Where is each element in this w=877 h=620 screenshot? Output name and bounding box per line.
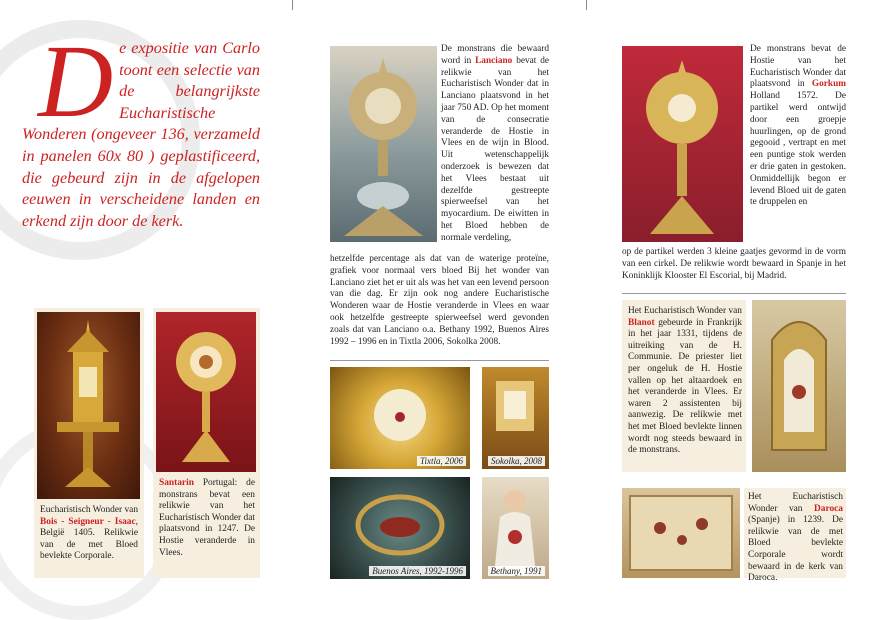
reliquary-icon [752, 300, 846, 472]
santarin-caption-post: Portugal: de monstrans bevat een relikwie van het Eucharistisch Wonder dat plaatsvond in 1247. De Hostie veranderde in Vlees. [159, 478, 255, 558]
corporal-icon [622, 488, 740, 578]
bois-caption [40, 505, 138, 563]
buenos-aires-caption: Buenos Aires, 1992-1996 [369, 566, 466, 576]
tixtla-caption: Tixtla, 2006 [417, 456, 466, 466]
blanot-caption-post: gebeurde in Frankrijk in het jaar 1331, tijdens de uitreiking van de H. Communie. De priester liet per ongeluk de H. Hostie vallen op het altaardoek en het veranderde in Vlees. Er waren 2 assistenten bij aanwezig. De relikwie met het met Bloed bevlekte linnen wordt nog steeds bewaard in de monstrans. [628, 317, 742, 456]
chalice-icon [330, 477, 470, 579]
monstrance-icon [156, 312, 256, 472]
santarin-caption [159, 478, 255, 559]
bethany-photo [482, 477, 549, 579]
daroca-caption-pre: Het Eucharistisch Wonder van [748, 492, 843, 514]
monstrance-icon [37, 312, 140, 499]
daroca-caption [748, 492, 843, 585]
bethany-caption: Bethany, 1991 [488, 566, 546, 576]
gutter-mark-left [292, 0, 293, 10]
gorkum-text-pre: De monstrans bevat de Hostie van het Eucharistisch Wonder dat plaatsvond in [750, 44, 846, 90]
gorkum-text-continued: op de partikel werden 3 kleine gaatjes gevormd in de vorm van een cirkel. De relikwie wordt bewaard in Spanje in het Koninklijk Klooster El Escorial, bij Madrid. [622, 247, 846, 281]
intro-text: e expositie van Carlo toont een selectie van de belangrijkste Eucharistische Wonderen (ongeveer 136, verzameld in panelen 60x 80 ) geplastificeerd, die gebeurd zijn in de afgelopen eeuwen in verscheidene landen en erkend zijn door de kerk. [22, 39, 260, 230]
gutter-mark-right [586, 0, 587, 10]
daroca-place: Daroca [814, 503, 843, 514]
intro-dropcap: D [38, 24, 114, 139]
monstrance-icon [622, 46, 743, 242]
bois-caption-pre: Eucharistisch Wonder van [40, 505, 139, 515]
lanciano-text [441, 44, 549, 245]
blanot-reliquary-photo [752, 300, 846, 472]
reliquary-icon [482, 367, 549, 469]
daroca-corporal-photo [622, 488, 740, 578]
daroca-caption-post: (Spanje) in 1239. De relikwie van de met Bloed bevlekte Corporale wordt bewaard in de kerk van Daroca. [748, 515, 843, 584]
buenos-aires-photo [330, 477, 470, 579]
bois-caption-post: , België 1405. Relikwie van de met Bloed bevlekte Corporale. [40, 516, 138, 562]
lanciano-text-continued: hetzelfde percentage als dat van de waterige proteïne, grafiek voor normaal vers bloed Bij het wonder van Lanciano ziet het er uit als was het van een levend persoon van die dag. Er zijn ook nog andere Eucharistische Wonderen waar de Hostie veranderde in Vlees en waar ook hetzelfde gestreepte spierweefsel werd gevonden zoals dat van Lanciano o.a. Bethany 1992, Buenos Aires 1992 – 1996 en in Tixtla 2006, Sokolka 2008. [330, 254, 549, 347]
sokolka-photo [482, 367, 549, 469]
divider [622, 293, 846, 294]
santarin-monstrance-photo [156, 312, 256, 472]
lanciano-place: Lanciano [475, 55, 513, 66]
blanot-place: Blanot [628, 317, 655, 328]
lanciano-text-mid: bevat de relikwie van het Eucharistisch Wonder dat in Lanciano plaatsvond in het jaar 750 AD. Op het moment van de consecratie veranderde de Hostie in Vlees en de wijn in Blood. Uit wetenschappelijk onderzoek is bewezen dat het Vlees bestaat uit dezelfde gestreepte spierweefsel van het myocardium. De eiwitten in het Bloed hebben de normale verdeling, [441, 55, 549, 243]
bois-place: Bois - Seigneur - Isaac [40, 516, 136, 527]
santarin-place: Santarin [159, 478, 194, 488]
gorkum-text-mid: Holland 1572. De partikel werd ontwijd door een groepje huurlingen, op de grond gegooid , vertrapt en met een puntige stok werden er drie gaten in gestoken. Onmiddellijk begon er levend Bloed uit de gaten te druppelen en [750, 91, 846, 208]
statue-icon [482, 477, 549, 579]
bois-monstrance-photo [37, 312, 140, 499]
gorkum-text [750, 44, 846, 209]
divider [330, 360, 549, 361]
blanot-caption [628, 306, 742, 457]
sokolka-caption: Sokolka, 2008 [488, 456, 545, 466]
lanciano-text-pre: De monstrans die bewaard word in [441, 44, 549, 66]
gorkum-monstrance-photo [622, 46, 743, 242]
lanciano-monstrance-photo [330, 46, 437, 242]
tixtla-photo [330, 367, 470, 469]
host-icon [330, 367, 470, 469]
gorkum-place: Gorkum [811, 79, 846, 90]
intro-paragraph [22, 24, 260, 232]
blanot-caption-pre: Het Eucharistisch Wonder van [628, 306, 742, 316]
monstrance-icon [330, 46, 437, 242]
